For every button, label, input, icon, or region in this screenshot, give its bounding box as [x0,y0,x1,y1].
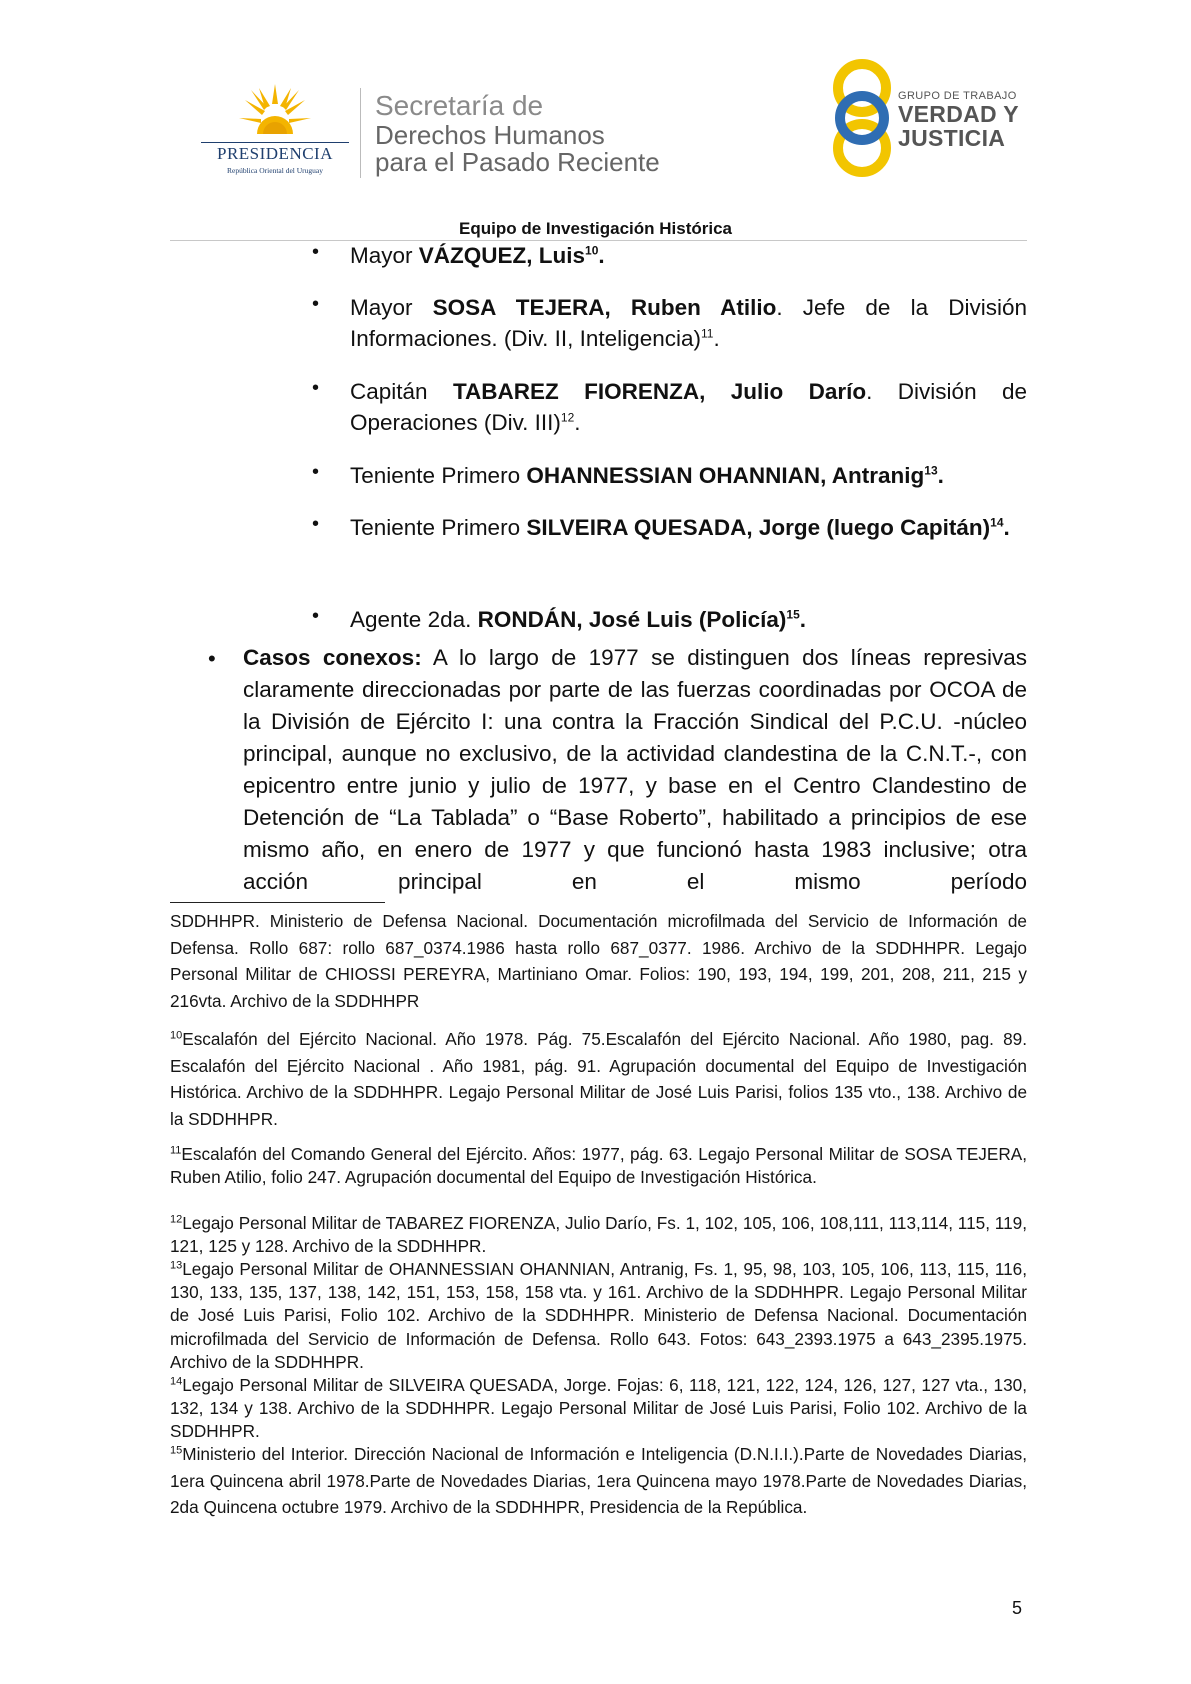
list-item-tabarez [350,376,1027,438]
footnote-11 [170,1143,1027,1189]
team-title: Equipo de Investigación Histórica [459,219,732,238]
logo-divider [360,88,361,178]
punctuation: . [1003,515,1010,540]
secretaria-line-2: Derechos Humanos [375,120,605,150]
list-item-rondan [350,604,1027,635]
rank-text: Mayor [350,243,419,268]
presidencia-logo [195,82,355,182]
list-bullet: • [312,377,320,399]
footnote-text: Legajo Personal Militar de OHANNESSIAN OHANNIAN, Antranig, Fs. 1, 95, 98, 103, 105, 106, 113, 115, 116, 130, 133, 135, 137, 138, 142, 151, 153, 158, 158 vta. y 161. Archivo de la SDDHHPR. Legajo Personal Militar de José Luis Parisi, Folio 102. Archivo de la SDDHHPR. Ministerio de Defensa Nacional. Documentación microfilmada del Servicio de Información de Defensa. Rollo 643. Fotos: 643_2393.1975 a 643_2395.1975. Archivo de la SDDHHPR. [170,1259,1027,1372]
person-name: RONDÁN, José Luis (Policía) [477,607,787,632]
person-name: OHANNESSIAN OHANNIAN, Antranig [526,463,925,488]
rank-text: Teniente Primero [350,463,527,488]
punctuation: . [713,326,720,351]
list-bullet: • [312,241,320,263]
footnote-number: 15 [170,1444,183,1457]
footnote-14 [170,1374,1027,1444]
footnote-text: Legajo Personal Militar de SILVEIRA QUESADA, Jorge. Fojas: 6, 118, 121, 122, 124, 126, 127, 127 vta., 130, 132, 134 y 138. Archivo de la SDDHHPR. Legajo Personal Militar de José Luis Parisi, Folio 102. Archivo de la SDDHHPR. [170,1375,1027,1442]
main-bullet: • [208,646,216,671]
list-item-vazquez [350,240,1027,271]
footnote-ref: 14 [990,515,1004,530]
footnote-text: Escalafón del Comando General del Ejército. Años: 1977, pág. 63. Legajo Personal Militar de SOSA TEJERA, Ruben Atilio, folio 247. Agrupación documental del Equipo de Investigación Histórica. [170,1144,1027,1188]
grupo-trabajo-label: GRUPO DE TRABAJO [898,90,1017,102]
verdad-label: VERDAD Y [898,101,1019,127]
footnote-text: Legajo Personal Militar de TABAREZ FIORENZA, Julio Darío, Fs. 1, 102, 105, 106, 108,111, 113,114, 115, 119, 121, 125 y 128. Archivo de la SDDHHPR. [170,1213,1027,1257]
footnote-12 [170,1212,1027,1258]
role-text: . División de Operaciones (Div. III) [350,379,1027,435]
punctuation: . [574,410,581,435]
secretaria-wordmark [375,90,705,176]
rank-text: Mayor [350,295,433,320]
person-name: TABAREZ FIORENZA, Julio Darío [452,379,867,404]
list-bullet: • [312,461,320,483]
justicia-label: JUSTICIA [898,125,1006,151]
rank-text: Agente 2da. [350,607,478,632]
footnote-number: 13 [170,1259,183,1272]
footnote-ref: 11 [700,326,714,341]
secretaria-line-3: para el Pasado Reciente [375,147,660,177]
footnote-13 [170,1258,1027,1374]
footnote-number: 10 [170,1029,183,1042]
punctuation: . [799,607,807,632]
punctuation: . [598,243,605,268]
footnote-number: 14 [170,1375,183,1388]
footnote-text: Escalafón del Ejército Nacional. Año 1978. Pág. 75.Escalafón del Ejército Nacional. Año 1980, pag. 89. Escalafón del Ejército Nacional . Año 1981, pág. 91. Agrupación documental del Equipo de Investigación Histórica. Archivo de la SDDHHPR. Legajo Personal Militar de José Luis Parisi, folios 135 vto., 138. Archivo de la SDDHHPR. [170,1029,1027,1129]
casos-conexos-label: Casos conexos: [243,645,422,670]
list-bullet: • [312,605,320,627]
footnote-ref: 10 [585,243,599,258]
rank-text: Teniente Primero [350,515,527,540]
footnote-ref: 13 [924,463,938,478]
footnote-number: 11 [170,1144,182,1157]
secretaria-line-1: Secretaría de [375,90,544,121]
footnote-separator [170,902,385,903]
punctuation: . [937,463,944,488]
person-name: SILVEIRA QUESADA, Jorge (luego Capitán) [526,515,991,540]
footnote-ref: 12 [560,410,575,425]
footnote-continuation: SDDHHPR. Ministerio de Defensa Nacional. Documentación microfilmada del Servicio de Información de Defensa. Rollo 687: rollo 687_0374.1986 hasta rollo 687_0377. 1986. Archivo de la SDDHHPR. Legajo Personal Militar de CHIOSSI PEREYRA, Martiniano Omar. Folios: 190, 193, 194, 199, 201, 208, 211, 215 y 216vta. Archivo de la SDDHHPR [170,911,1027,1011]
page-number: 5 [1012,1598,1023,1618]
presidencia-subtitle: República Oriental del Uruguay [226,166,323,175]
person-name: VÁZQUEZ, Luis [418,243,586,268]
presidencia-wordmark: PRESIDENCIA [216,144,333,163]
sun-emblem-icon [239,82,311,138]
footnote-ref: 15 [786,607,800,622]
person-name: SOSA TEJERA, Ruben Atilio [432,295,777,320]
grupo-trabajo-wordmark [898,90,1048,150]
footnote-number: 12 [170,1213,183,1226]
casos-conexos-paragraph [243,642,1027,898]
list-item-sosa-tejera [350,292,1027,354]
casos-conexos-text: A lo largo de 1977 se distinguen dos líneas represivas claramente direccionadas por parte de las fuerzas coordinadas por OCOA de la División de Ejército I: una contra la Fracción Sindical del P.C.U. -núcleo principal, aunque no exclusivo, de la actividad clandestina de la C.N.T.-, con epicentro entre junio y julio de 1977, y base en el Centro Clandestino de Detención de “La Tablada” o “Base Roberto”, habilitado a principios de ese mismo año, en enero de 1977 y que funcionó hasta 1983 inclusive; otra acción principal en el mismo período [243,645,1028,894]
footnote-10 [170,1026,1027,1132]
list-bullet: • [312,293,320,315]
list-item-ohannessian [350,460,1027,491]
footnote-15 [170,1441,1027,1521]
list-bullet: • [312,513,320,535]
list-item-silveira [350,512,1027,543]
role-text: . Jefe de la División Informaciones. (Div. II, Inteligencia) [350,295,1027,351]
rank-text: Capitán [350,379,453,404]
presidencia-rule [201,142,349,143]
footnote-text: Ministerio del Interior. Dirección Nacional de Información e Inteligencia (D.N.I.I.).Parte de Novedades Diarias, 1era Quincena abril 1978.Parte de Novedades Diarias, 1era Quincena mayo 1978.Parte de Novedades Diarias, 2da Quincena octubre 1979. Archivo de la SDDHHPR, Presidencia de la República. [170,1444,1027,1517]
